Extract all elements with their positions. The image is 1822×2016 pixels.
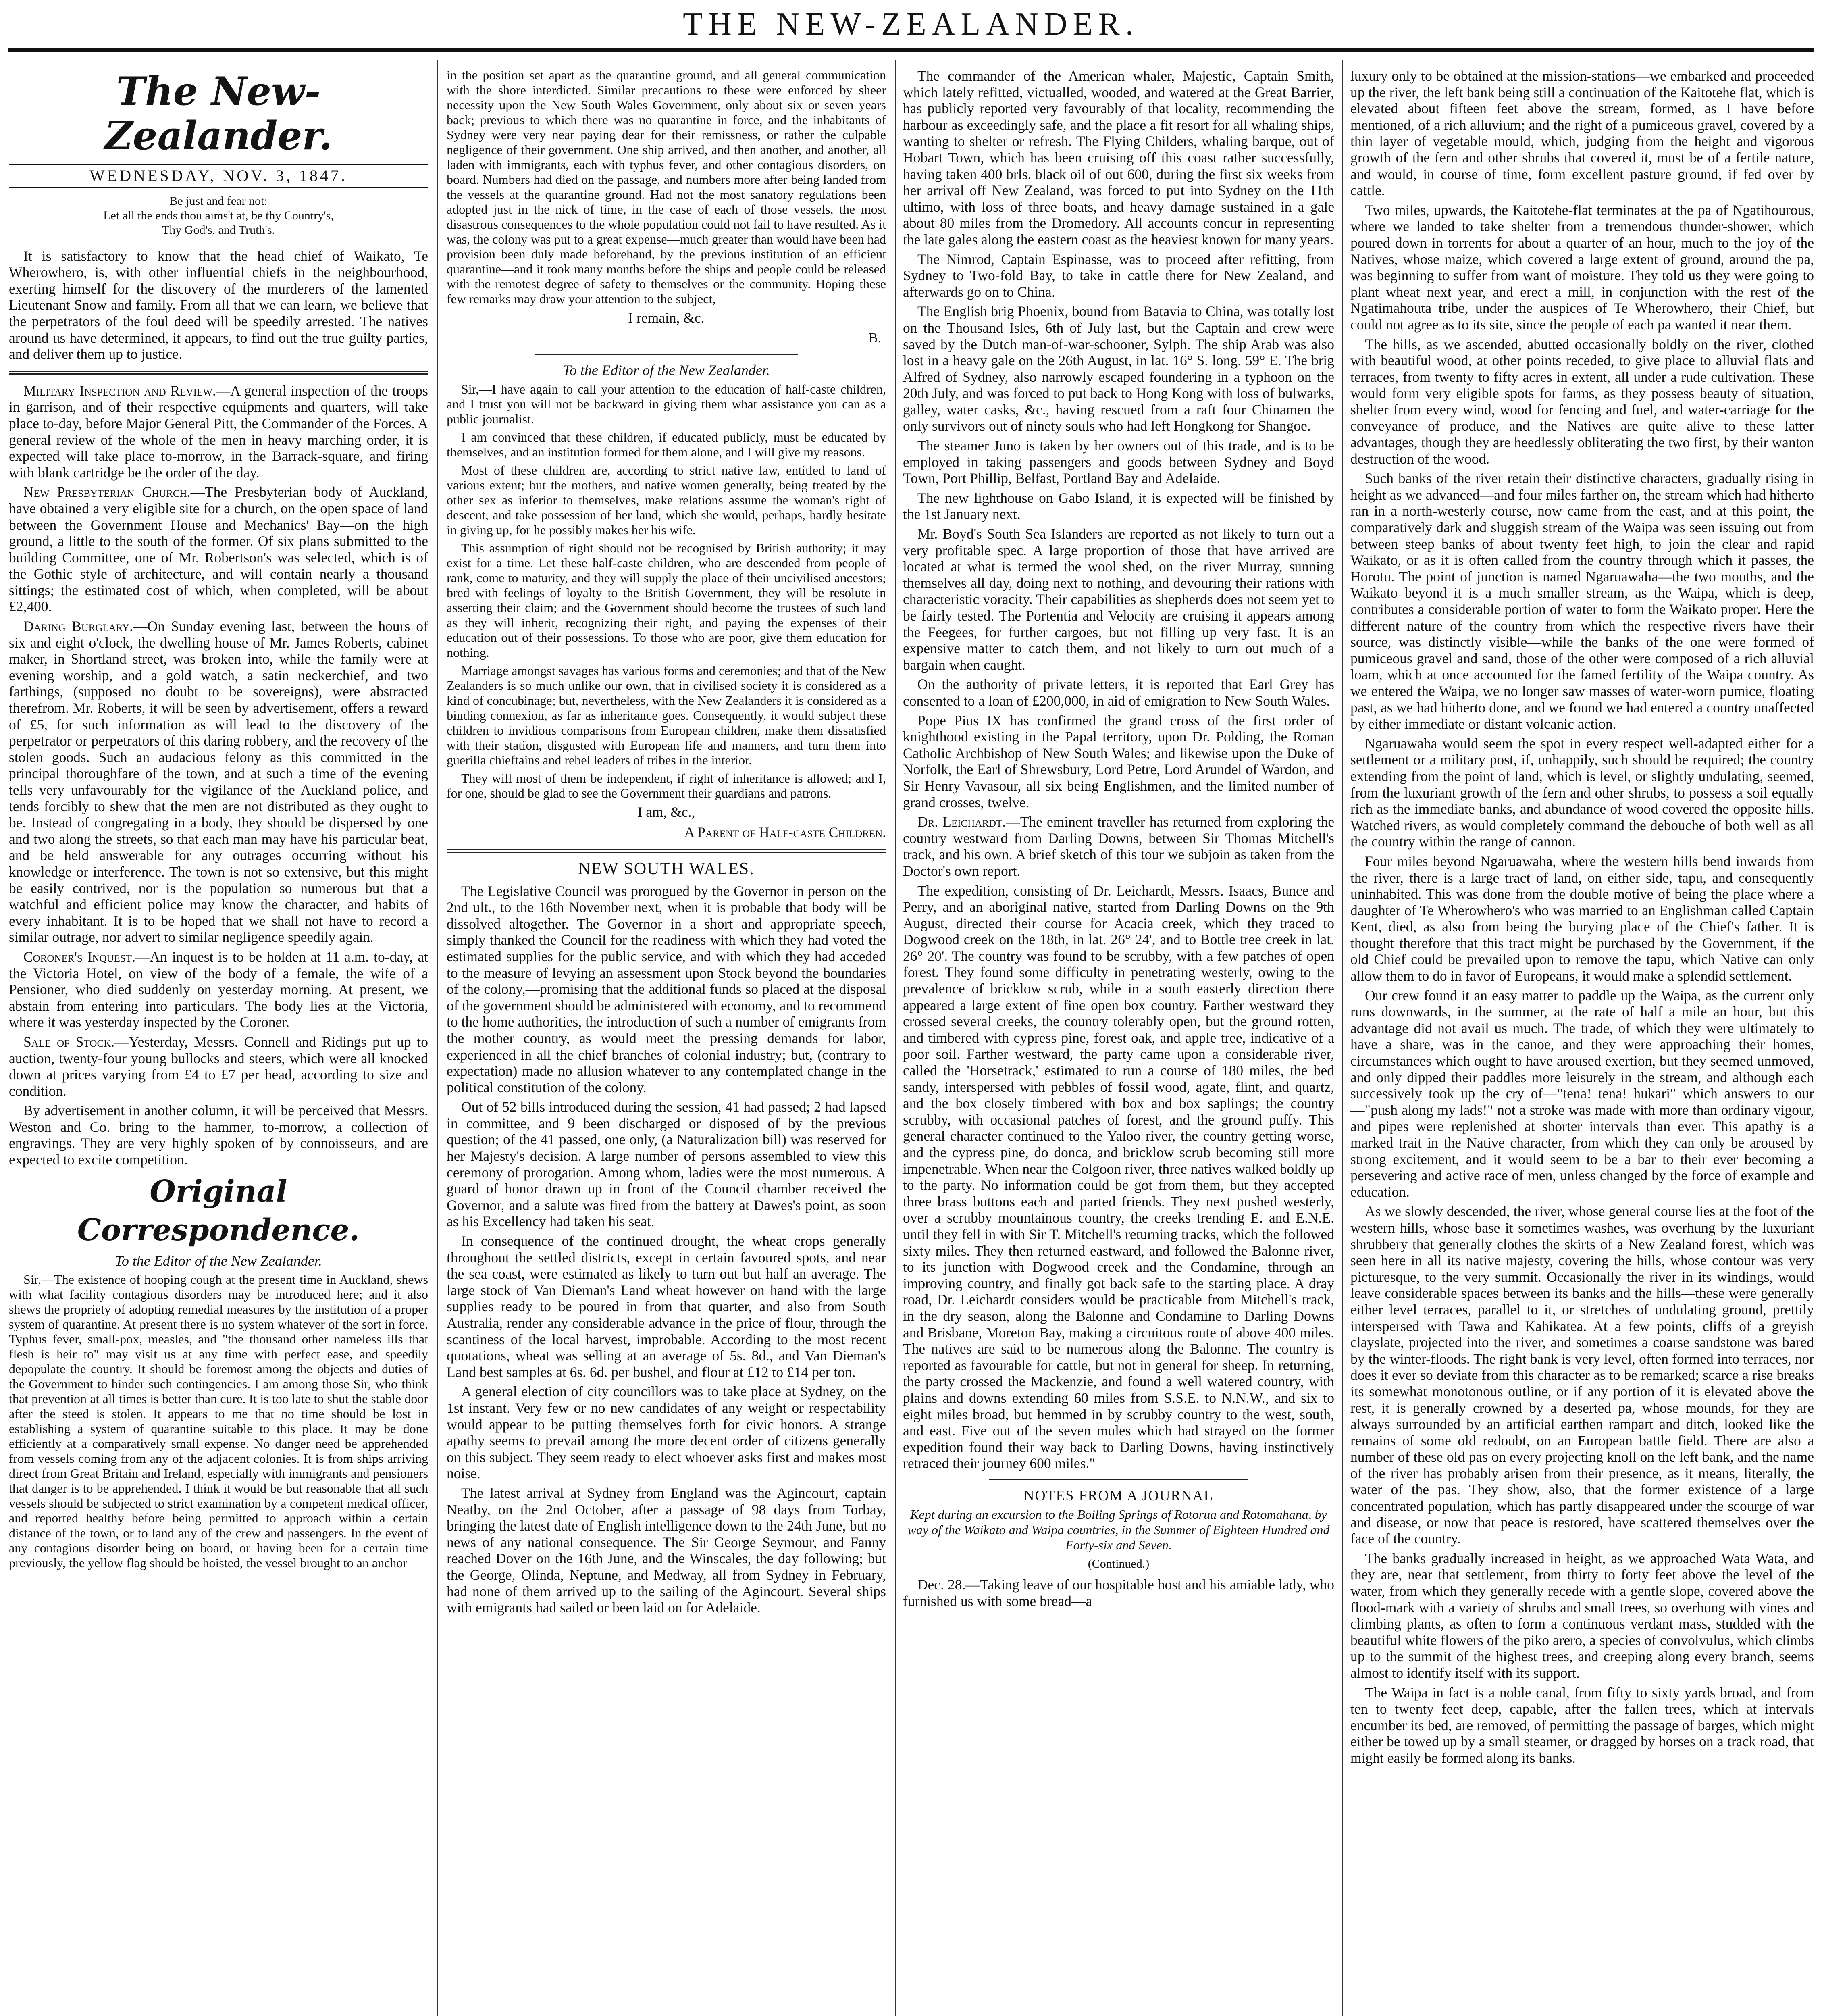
journal-paragraph: Dec. 28.—Taking leave of our hospitable host and his amiable lady, who furnished us with some bread—a xyxy=(903,1577,1334,1609)
item-lead: Daring Burglary. xyxy=(23,618,133,635)
motto: Be just and fear not: Let all the ends thou aims't at, be thy Country's, Thy God's, and Truth's. xyxy=(103,194,334,237)
column-rule xyxy=(1342,60,1343,2016)
letter-body: They will most of them be independent, if right of inheritance is allowed; and I, for one, should be glad to see the Government their guardians and patrons. xyxy=(447,771,886,800)
item-text: —Yesterday, Messrs. Connell and Ridings put up to auction, twenty-four young bullocks and steers, which were all knocked down at prices varying from £4 to £7 per head, according to size and condition. xyxy=(9,1033,428,1099)
item-text: —The Presbyterian body of Auckland, have obtained a very eligible site for a church, on the open space of land between the Government House and Mechanics' Bay—on the high ground, a little to the south of the former. Of six plans submitted to the building Committee, one of Mr. Robertson's was selected, which is of the Gothic style of architecture, and will contain nearly a thousand sittings; the estimated cost of which, when completed, will be about £2,400. xyxy=(9,484,428,615)
news-paragraph: The steamer Juno is taken by her owners out of this trade, and is to be employed in taking passengers and goods between Sydney and Boyd Town, Port Phillip, Belfast, Portland Bay and Adelaide. xyxy=(903,437,1334,487)
news-paragraph: On the authority of private letters, it is reported that Earl Grey has consented to a loan of £200,000, in aid of emigration to New South Wales. xyxy=(903,676,1334,709)
section-heading: NOTES FROM A JOURNAL xyxy=(1023,1487,1214,1504)
column-rule xyxy=(437,60,438,2016)
news-paragraph: A general election of city councillors was to take place at Sydney, on the 1st instant. Very few or no new candidates of any weight or respectability would appear to be putting themselves forth for civic honors. A strange apathy seems to prevail among the more decent order of citizens generally on this subject. They seem ready to elect whoever asks first and makes most noise. xyxy=(447,1383,886,1482)
news-paragraph: The commander of the American whaler, Majestic, Captain Smith, which lately refitted, victualled, wooded, and watered at the Great Barrier, has publicly reported very favourably of that locality, recommending the harbour as exceedingly safe, and the place a fit resort for all whaling ships, wanting to shelter or refresh. The Flying Childers, whaling barque, out of Hobart Town, which has been cruising off this coast rather successfully, having taken 400 brls. black oil of out 600, during the first six weeks from her arrival off New Zealand, was forced to put into Sydney on the 11th ultimo, with loss of three boats, and heavy damage sustained in a gale about 80 miles from the Dromedory. All accounts concur in representing the late gales along the eastern coast as the heaviest known for many years. xyxy=(903,68,1334,248)
item-text: —A general inspection of the troops in garrison, and of their respective equipments and quarters, will take place to-day, before Major General Pitt, the Commander of the Forces. A general review of the whole of the men in heavy marching order, it is expected will take place to-morrow, in the Barrack-square, and firing with blank cartridge be the order of the day. xyxy=(9,382,428,481)
item-lead: Coroner's Inquest. xyxy=(23,948,135,965)
journal-paragraph: luxury only to be obtained at the mission-stations—we embarked and proceeded up the river, the left bank being still a continuation of the Kaitotehe flat, which is elevated about fifteen feet above the stream, formed, as I have before mentioned, of a rich alluvium; and the right of a pumiceous gravel, covered by a thin layer of vegetable mould, which, judging from the height and vigorous growth of the fern and other shrubs that covered it, must be of a fertile nature, and would, in course of time, form excellent pasture ground, if fed over by cattle. xyxy=(1350,68,1814,199)
divider xyxy=(535,354,798,355)
signature: A Parent of Half-caste Children. xyxy=(684,824,886,841)
section-heading: Original Correspondence. xyxy=(77,1174,360,1248)
news-paragraph: The Nimrod, Captain Espinasse, was to proceed after refitting, from Sydney to Two-fold Bay, to take in cattle there for New Zealand, and afterwards go on to China. xyxy=(903,251,1334,300)
news-paragraph: The English brig Phoenix, bound from Batavia to China, was totally lost on the Thousand Isles, 6th of July last, but the Captain and crew were saved by the Dutch man-of-war-schooner, Sylph. The ship Arab was also lost in a heavy gale on the 26th August, in lat. 16° S. long. 59° E. The brig Alfred of Sydney, also narrowly escaped foundering in a typhoon on the 20th July, and was forced to put back to Hong Kong with loss of bulwarks, galley, water casks, &c., having rescued from a raft four Chinamen the only survivors out of ninety souls who had left Hongkong for Shangoe. xyxy=(903,303,1334,434)
masthead-rule xyxy=(8,48,1814,52)
news-paragraph: The Legislative Council was prorogued by the Governor in person on the 2nd ult., to the 16th November next, when it is probable that body will be dissolved altogether. The Governor in a short and appropriate speech, simply thanked the Council for the readiness with which they had voted the estimated supplies for the public service, and with which they had acceded to the measure of levying an assessment upon Stock beyond the boundaries of the colony,—promising that the additional funds so placed at the disposal of the government should be administered with economy, and to recommend to the home authorities, the introduction of such a number of emigrants from the mother country, as would meet the pressing demands for labor, experienced in all the chief branches of colonial industry; but, (contrary to expectation) made no allusion whatever to any contemplated change in the political constitution of the colony. xyxy=(447,883,886,1095)
item-text: —An inquest is to be holden at 11 a.m. to-day, at the Victoria Hotel, on view of the body of a female, the wife of a Pensioner, who died suddenly on yesterday morning. At present, we abstain from entering into particulars. The body lies at the Victoria, where it was yesterday inspected by the Coroner. xyxy=(9,948,428,1031)
journal-paragraph: Such banks of the river retain their distinctive characters, gradually rising in height as we advanced—and four miles farther on, the stream which had hitherto ran in a north-westerly course, now came from the east, and at this point, the comparatively dark and sluggish stream of the Waipa was seen issuing out from between steep banks of about twenty feet high, to join the clear and rapid Waikato, or as it is often called from the country through which it passes, the Horotu. The point of junction is named Ngaruawaha—the two mouths, and the Waikato beyond it is a much smaller stream, as the Waipa, which is deep, contributes a considerable portion of water to form the Waikato proper. Here the different nature of the country from which the respective rivers have their source, was distinctly visible—while the banks of the one were formed of pumiceous gravel and sand, those of the other were composed of a rich alluvial loam, which at once accounted for the famed fertility of the Waipa country. As we entered the Waipa, we no longer saw masses of water-worn pumice, floating past, as we had hitherto done, and we found we had entered a country unaffected by either immediate or distant volcanic action. xyxy=(1350,470,1814,732)
signature: B. xyxy=(868,330,881,346)
item-lead: Sale of Stock. xyxy=(23,1033,115,1050)
item-lead: Military Inspection and Review. xyxy=(23,382,216,399)
letter-address: To the Editor of the New Zealander. xyxy=(563,362,770,379)
news-item: By advertisement in another column, it will be perceived that Messrs. Weston and Co. bring to the hammer, to-morrow, a collection of engravings. They are very highly spoken of by connoisseurs, and are expected to excite competition. xyxy=(9,1102,428,1168)
news-paragraph: The expedition, consisting of Dr. Leichardt, Messrs. Isaacs, Bunce and Perry, and an aboriginal native, started from Darling Downs on the 9th August, directed their course for Acacia creek, which they traced to Dogwood creek on the 18th, in lat. 26° 24', and to Bottle tree creek in lat. 26° 20'. The country was found to be scrubby, with a few patches of open forest. They found some difficulty in penetrating westerly, owing to the prevalence of bricklow scrub, while in a south easterly direction there appeared a large extent of fine open box country. Farther westward they crossed several creeks, the country tolerably open, but the ground rotten, and timbered with cypress pine, forest oak, and apple tree, indicative of a poor soil. Farther westward, the party came upon a considerable river, called the 'Horsetrack,' estimated to run a course of 180 miles, the bed sandy, interspersed with pebbles of fossil wood, agate, flint, and quartz, and the box closely timbered with box and box saplings; the country scrubby, with occasional patches of forest, and the ground puffy. This general character continued to the Yaloo river, the country getting worse, and the cypress pine, do donca, and bricklow scrub becoming still more impenetrable. When near the Colgoon river, three natives walked boldly up to the party. No information could be got from them, but they accepted three brass buttons each and parted friends. They next pushed westerly, over a scrubby mountainous country, the creeks trending E. and E.N.E. until they fell in with Sir T. Mitchell's returning tracks, which the followed sixty miles. They then returned eastward, and followed the Balonne river, to its junction with Dogwood creek and the Condamine, through an improving country, and finally got back safe to the starting place. A dray road, Dr. Leichardt considers would be practicable from Mitchell's track, in the dry season, along the Balonne and Condamine to Darling Downs and Brisbane, Moreton Bay, making a circuitous route of above 400 miles. The natives are said to be numerous along the Balonne. The country is reported as favourable for cattle, but not in general for sheep. In returning, the party crossed the Mackenzie, and found a well watered country, with plains and downs extending 60 miles from S.S.E. to N.N.W., and six to eight miles broad, but hemmed in by scrubby country to the west, south, and east. Five out of the seven mules which had strayed on the former expedition found their way back to Darling Downs, having instinctively retraced their journey 600 miles." xyxy=(903,882,1334,1472)
letter-body: I am convinced that these children, if educated publicly, must be educated by themselves, and an institution formed for them alone, and I will give my reasons. xyxy=(447,429,886,459)
journal-paragraph: The hills, as we ascended, abutted occasionally boldly on the river, clothed with beautiful wood, at other points receded, to give place to alluvial flats and terraces, from twenty to fifty acres in extent, all under a rude cultivation. These would form very eligible spots for farms, as they possess beauty of situation, shelter from every wind, wood for fencing and fuel, and water-carriage for the conveyance of produce, and the Natives are quite alive to these latter advantages, though they are heedlessly obliterating the two first, by their wanton destruction of the wood. xyxy=(1350,336,1814,467)
item-lead: Dr. Leichardt. xyxy=(917,814,1006,830)
paper-title: The New-Zealander. xyxy=(104,69,333,158)
divider xyxy=(989,1479,1248,1480)
letter-body: Most of these children are, according to strict native law, entitled to land of various extent; but the mothers, and native women generally, being treated by the other sex as inferior to themselves, make relations assume the woman's right of descent, and take possession of her land, which she would, perhaps, hardly hesitate in giving up, for he possibly makes her his wife. xyxy=(447,462,886,537)
dateline: WEDNESDAY, NOV. 3, 1847. xyxy=(9,164,428,188)
divider xyxy=(447,849,886,853)
letter-body: in the position set apart as the quarantine ground, and all general communication with the shore interdicted. Similar precautions to these were enforced by sheer necessity upon the New South Wales Government, only about six or seven years back; previous to which there was no quarantine in force, and the inhabitants of Sydney were very near paying dear for their remissness, or rather the culpable negligence of their government. One ship arrived, and then another, and another, all laden with immigrants, each with typhus fever, and other contagious disorders, on board. Numbers had died on the passage, and numbers more after being landed from the vessels at the quarantine ground. Had not the most sanatory regulations been adopted just in the nick of time, in the case of each of those vessels, the most disastrous consequences to the whole population could not fail to have resulted. As it was, the colony was put to a great expense—much greater than would have been had provision been duly made beforehand, by the previous institution of an efficient quarantine—and it took many months before the ships and people could be released with the remotest degree of safety to themselves or the community. Hoping these few remarks may draw your attention to the subject, xyxy=(447,68,886,306)
column-3 xyxy=(903,68,1334,2016)
news-item xyxy=(9,1034,428,1099)
continued-note: (Continued.) xyxy=(1088,1557,1150,1571)
item-text: —On Sunday evening last, between the hours of six and eight o'clock, the dwelling house of Mr. James Roberts, cabinet maker, in Shortland street, was broken into, while the family were at evening worship, and a gold watch, a satin neckerchief, and two farthings, (supposed no doubt to be sovereigns), were abstracted therefrom. Mr. Roberts, it will be seen by advertisement, offers a reward of £5, for such information as will lead to the discovery of the perpetrator or perpetrators of this daring robbery, and the recovery of the stolen goods. Such an audacious felony as this committed in the principal thoroughfare of the town, and at such a time of the evening tells very unfavourably for the vigilance of the Auckland police, and tends forcibly to shew that the men are not distributed as they ought to be. Instead of congregating in a body, they should be dispersed by one and two along the streets, so that each man may have his particular beat, and be held answerable for any outrages occurring without his knowledge or interference. The town is not so extensive, but this might be easily contrived, nor is the population so numerous but that a watchful and efficient police may know the character, and habits of every inhabitant. It is to be hoped that we shall not have to record a similar outrage, nor advert to similar negligence speedily again. xyxy=(9,618,428,946)
journal-paragraph: As we slowly descended, the river, whose general course lies at the foot of the western hills, whose base it sometimes washes, was overhung by the luxuriant shrubbery that generally clothes the skirts of a New Zealand forest, which was seen here in all its native majesty, covering the hills, whose contour was very picturesque, to the very summit. Occasionally the river in its windings, would leave considerable spaces between its banks and the hills—these were generally either level terraces, parallel to it, or stretches of undulating ground, prettily interspersed with Tawa and Kahikatea. At a few points, cliffs of a greyish clayslate, projected into the river, and sometimes a coarse sandstone was bared by the winter-floods. The right bank is very level, often formed into terraces, nor does it ever so deviate from this character as to be remarked; scarce a rise breaks its somewhat monotonous outline, or if any portion of it is elevated above the rest, it is generally crowned by a deserted pa, whose mounds, for they are always surrounded by an artificial earthen rampart and ditch, looked like the remains of some old redoubt, on an European battle field. There are also a number of these old pas on every projecting knoll on the left bank, and the name of the river has probably arisen from their presence, as it means, literally, the water of the pas. They show, also, that the former existence of a large concentrated population, which has partly disappeared under the scourge of war and disease, or now that peace is restored, have scattered themselves over the face of the country. xyxy=(1350,1203,1814,1547)
news-paragraph: Out of 52 bills introduced during the session, 41 had passed; 2 had lapsed in committee, and 9 been discharged or disposed of by the previous question; of the 41 passed, one only, (a Naturalization bill) was reserved for her Majesty's decision. A large number of persons assembled to view this ceremony of prorogation. Among whom, ladies were the most numerous. A guard of honor drawn up in front of the Council chamber received the Governor, and a salute was fired from the battery at Dawes's point, as soon as his Excellency had taken his seat. xyxy=(447,1099,886,1230)
journal-paragraph: The Waipa in fact is a noble canal, from fifty to sixty yards broad, and from ten to twenty feet deep, capable, after the fallen trees, which at intervals encumber its bed, are removed, of permitting the passage of barges, which might either be towed up by a small steamer, or dragged by horses on a track road, that might easily be formed along its banks. xyxy=(1350,1684,1814,1766)
letter-body: Sir,—I have again to call your attention to the education of half-caste children, and I trust you will not be backward in giving them what assistance you can as a public journalist. xyxy=(447,381,886,426)
journal-paragraph: Ngaruawaha would seem the spot in every respect well-adapted either for a settlement or a military post, if, unhappily, such should be required; the country extending from the point of land, which is level, or slightly undulating, seemed, from the luxuriant growth of the fern and other shrubs, to possess a soil equally rich as the immediate banks, and abundance of wood covered the opposite hills. Watched rivers, as would completely command the debouche of both well as all the country within the range of cannon. xyxy=(1350,735,1814,850)
editorial-paragraph: It is satisfactory to know that the head chief of Waikato, Te Wherowhero, is, with other influential chiefs in the neighbourhood, exerting himself for the discovery of the murderers of the lamented Lieutenant Snow and family. From all that we can learn, we believe that the perpetrators of the foul deed will be speedily arrested. The natives around us have determined, it appears, to find out the true guilty parties, and deliver them up to justice. xyxy=(9,248,428,362)
section-subtitle: Kept during an excursion to the Boiling Springs of Rotorua and Rotomahana, by way of the Waikato and Waipa countries, in the Summer of Eighteen Hundred and Forty-six and Seven. xyxy=(907,1507,1330,1553)
news-item xyxy=(903,814,1334,879)
journal-paragraph: The banks gradually increased in height, as we approached Wata Wata, and they are, near that settlement, from thirty to forty feet above the level of the water, from which they generally recede with a gentle slope, covered above the flood-mark with a variety of shrubs and small trees, so overhung with vines and climbing plants, as often to form a continuous verdant mass, studded with the beautiful white flowers of the piko arero, a species of convolvulus, which climbs up to the summit of the highest trees, and creeping along every branch, seems almost to identify itself with its support. xyxy=(1350,1550,1814,1681)
item-lead: New Presbyterian Church. xyxy=(23,484,191,500)
news-item xyxy=(9,383,428,481)
journal-paragraph: Our crew found it an easy matter to paddle up the Waipa, as the current only runs downwards, in the summer, at the rate of half a mile an hour, but this advantage did not avail us much. The trade, of which they were ultimately to have a share, was in the canoe, and they were approaching their homes, circumstances which ought to have aroused exertion, but they seemed unmoved, and only dipped their paddles more leisurely in the stream, and although each successively took up the cry of—"tena! tena! hukari" which answers to our—"push along my lads!" not a stroke was made with more than ordinary vigour, and pipes were replenished at shorter intervals than ever. This apathy is a marked trait in the Native character, from which they can only be aroused by strong excitement, and it would seem to be a bar to their ever becoming a persevering and active race of men, unless changed by the force of example and education. xyxy=(1350,987,1814,1200)
divider xyxy=(9,371,428,375)
column-4 xyxy=(1350,68,1814,2016)
news-paragraph: Mr. Boyd's South Sea Islanders are reported as not likely to turn out a very profitable spec. A large proportion of those that have arrived are located at what is termed the wool shed, on the river Murray, sunning themselves all day, doing next to nothing, and devouring their rations with characteristic voracity. Their capabilities as shepherds does not seem yet to be fairly tested. The Portentia and Velocity are cruising it appears among the Feegees, for further cargoes, but not filling up very fast. It is an expensive matter to catch them, and not likely to turn out much of a bargain when caught. xyxy=(903,526,1334,673)
signature: I am, &c., xyxy=(637,804,695,820)
column-rule xyxy=(895,60,896,2016)
letter-body: Marriage amongst savages has various forms and ceremonies; and that of the New Zealanders is so much unlike our own, that in civilised society it is considered as a kind of concubinage; but, nevertheless, with the New Zealanders it is considered as a binding connexion, as far as inheritance goes. Consequently, it would subject these children to invidious comparisons from European children, make them dissatisfied with their station, disgusted with European life and manners, and turn them into guerilla chieftains and rebel leaders of tribes in the interior. xyxy=(447,663,886,767)
news-item xyxy=(9,949,428,1031)
column-1 xyxy=(9,68,428,2016)
news-paragraph: Pope Pius IX has confirmed the grand cross of the first order of knighthood existing in the Papal territory, upon Dr. Polding, the Roman Catholic Archbishop of New South Wales; and likewise upon the Duke of Norfolk, the Earl of Shrewsbury, Lord Petre, Lord Arundel of Wardon, and Sir Henry Vavasour, all six being Englishmen, and the limited number of grand crosses, twelve. xyxy=(903,712,1334,810)
column-2 xyxy=(447,68,886,2016)
item-text: —The eminent traveller has returned from exploring the country westward from Darling Downs, between Sir Thomas Mitchell's track, and his own. A brief sketch of this tour we subjoin as taken from the Doctor's own report. xyxy=(903,814,1334,879)
news-paragraph: In consequence of the continued drought, the wheat crops generally throughout the settled districts, except in certain favoured spots, and near the sea coast, were estimated as likely to turn out but half an average. The large stock of Van Dieman's Land wheat however on hand with the large supplies ready to be poured in from that quarter, and also from South Australia, render any considerable advance in the price of flour, through the scantiness of the local harvest, improbable. According to the most recent quotations, wheat was selling at an average of 5s. 8d., and Van Dieman's Land best samples at 6s. 6d. per bushel, and flour at £12 to £14 per ton. xyxy=(447,1233,886,1380)
journal-paragraph: Four miles beyond Ngaruawaha, where the western hills bend inwards from the river, there is a large tract of land, on either side, tapu, and consequently uninhabited. This was done from the double motive of being the place where a daughter of Te Wherowhero's who was married to an Englishman called Captain Kent, died, as also from being the burying place of the Chief's father. It is thought therefore that this tract might be purchased by the Government, if the old Chief could be prevailed upon to remove the tapu, which Native can only allow them to do in favor of Europeans, it would make a splendid settlement. xyxy=(1350,853,1814,984)
masthead: THE NEW-ZEALANDER. xyxy=(683,6,1139,42)
journal-paragraph: Two miles, upwards, the Kaitotehe-flat terminates at the pa of Ngatihourous, where we landed to take shelter from a tremendous thunder-shower, which poured down in torrents for about a quarter of an hour, much to the joy of the Natives, whose maize, which covered a large extent of ground, around the pa, was beginning to suffer from want of moisture. They told us they were going to plant wheat next year, and erect a mill, in conjunction with the rest of the Ngatimahouta tribe, under the auspices of Te Wherowhero, their Chief, but could not agree as to its site, since the people of each pa wanted it near them. xyxy=(1350,202,1814,333)
letter-body: This assumption of right should not be recognised by British authority; it may exist for a time. Let these half-caste children, who are descended from people of rank, come to maturity, and they will supply the place of their uncivilised ancestors; bred with feelings of loyalty to the British Government, they will be resolute in asserting their claim; and the Government should become the trustees of such land as they will inherit, recognizing their right, and paying the expenses of their education out of their possessions. To those who are poor, give them education for nothing. xyxy=(447,540,886,660)
news-item xyxy=(9,484,428,615)
news-paragraph: The new lighthouse on Gabo Island, it is expected will be finished by the 1st January next. xyxy=(903,489,1334,523)
section-heading: NEW SOUTH WALES. xyxy=(578,859,755,878)
news-item xyxy=(9,618,428,946)
news-paragraph: The latest arrival at Sydney from England was the Agincourt, captain Neatby, on the 2nd October, after a passage of 98 days from Torbay, bringing the latest date of English intelligence down to the 24th June, but no news of any national consequence. The Sir George Seymour, and Fanny reached Dover on the 16th June, and the Winscales, the day following; but the George, Olinda, Neptune, and Medway, all from Sydney in February, had none of them arrived up to the sailing of the Agincourt. Several ships with emigrants had sailed or been laid on for Adelaide. xyxy=(447,1485,886,1616)
signature: I remain, &c. xyxy=(628,310,705,326)
letter-body: Sir,—The existence of hooping cough at the present time in Auckland, shews with what facility contagious disorders may be introduced here; and it also shews the propriety of adopting remedial measures by the institution of a proper system of quarantine. At present there is no system whatever of the sort in force. Typhus fever, small-pox, measles, and "the thousand other nameless ills that flesh is heir to" may visit us at any time with perfect ease, and speedily depopulate the country. It should be foremost among the objects and duties of the Government to hinder such contingencies. I am among those Sir, who think that prevention at all times is better than cure. It is too late to shut the stable door after the steed is stolen. It appears to me that no time should be lost in establishing a system of quarantine suitable to this place. It may be done efficiently at a comparatively small expense. No danger need be apprehended from vessels coming from any of the adjacent colonies. It is from ships arriving direct from Great Britain and Ireland, especially with immigrants and pensioners that danger is to be apprehended. I think it would be but reasonable that all such vessels should be subjected to strict examination by a competent medical officer, and reported healthy before being permitted to approach within a certain distance of the town, or to land any of the crew and passengers. In the event of any contagious disorder being on board, or having been for a certain time previously, the yellow flag should be hoisted, the vessel brought to an anchor xyxy=(9,1272,428,1570)
letter-address: To the Editor of the New Zealander. xyxy=(115,1252,322,1269)
